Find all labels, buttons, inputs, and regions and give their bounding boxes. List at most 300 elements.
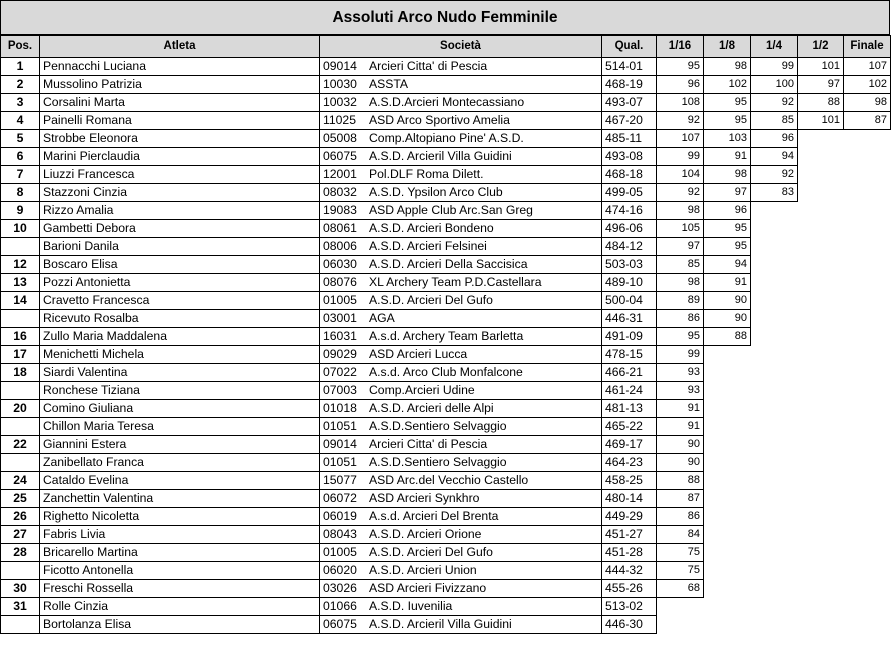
empty-cell <box>798 184 844 202</box>
empty-cell <box>798 220 844 238</box>
position-cell: 10 <box>1 220 40 238</box>
table-row <box>1 76 891 94</box>
qual-cell: 451-27 <box>602 526 657 544</box>
empty-cell <box>704 490 751 508</box>
club-cell <box>320 382 602 400</box>
r4-score: 92 <box>751 94 798 112</box>
club-cell <box>320 364 602 382</box>
club-code: 03026 <box>323 581 357 595</box>
r16-score: 86 <box>657 508 704 526</box>
club-cell <box>320 400 602 418</box>
club-code: 01051 <box>323 455 357 469</box>
empty-cell <box>844 526 891 544</box>
empty-cell <box>844 346 891 364</box>
club-name: A.S.D. Arcieri delle Alpi <box>369 401 494 415</box>
club-cell <box>320 580 602 598</box>
club-cell <box>320 310 602 328</box>
qual-cell: 514-01 <box>602 58 657 76</box>
athlete-cell: Pozzi Antonietta <box>40 274 320 292</box>
club-cell <box>320 472 602 490</box>
club-code: 10032 <box>323 95 357 109</box>
table-row <box>1 472 891 490</box>
club-code: 01005 <box>323 545 357 559</box>
empty-cell <box>751 382 798 400</box>
empty-cell <box>704 580 751 598</box>
club-code: 08076 <box>323 275 357 289</box>
r16-score: 75 <box>657 544 704 562</box>
athlete-cell: Giannini Estera <box>40 436 320 454</box>
club-cell <box>320 148 602 166</box>
athlete-cell: Marini Pierclaudia <box>40 148 320 166</box>
qual-cell: 446-31 <box>602 310 657 328</box>
position-cell: 1 <box>1 58 40 76</box>
empty-cell <box>844 562 891 580</box>
club-cell <box>320 184 602 202</box>
club-code: 01018 <box>323 401 357 415</box>
r8-score: 94 <box>704 256 751 274</box>
athlete-cell: Boscaro Elisa <box>40 256 320 274</box>
table-row <box>1 148 891 166</box>
club-name: ASD Arcieri Fivizzano <box>369 581 487 595</box>
athlete-cell: Pennacchi Luciana <box>40 58 320 76</box>
empty-cell <box>798 508 844 526</box>
club-code: 01066 <box>323 599 357 613</box>
r8-score: 98 <box>704 166 751 184</box>
empty-cell <box>844 202 891 220</box>
club-name: A.S.D.Sentiero Selvaggio <box>369 455 507 469</box>
empty-cell <box>844 400 891 418</box>
position-cell: 22 <box>1 436 40 454</box>
club-name: ASD Arc.del Vecchio Castello <box>369 473 529 487</box>
position-cell: 25 <box>1 490 40 508</box>
club-name: A.s.d. Arcieri Del Brenta <box>369 509 499 523</box>
r16-score: 107 <box>657 130 704 148</box>
club-code: 08006 <box>323 239 357 253</box>
club-name: A.S.D. Iuvenilia <box>369 599 453 613</box>
athlete-cell: Siardi Valentina <box>40 364 320 382</box>
position-cell: 6 <box>1 148 40 166</box>
position-cell: 28 <box>1 544 40 562</box>
club-code: 01005 <box>323 293 357 307</box>
athlete-cell: Bricarello Martina <box>40 544 320 562</box>
empty-cell <box>844 274 891 292</box>
qual-cell: 489-10 <box>602 274 657 292</box>
qual-cell: 464-23 <box>602 454 657 472</box>
qual-cell: 446-30 <box>602 616 657 634</box>
empty-cell <box>704 454 751 472</box>
table-row <box>1 526 891 544</box>
final-score: 107 <box>844 58 891 76</box>
position-cell: 5 <box>1 130 40 148</box>
qual-cell: 480-14 <box>602 490 657 508</box>
club-name: ASD Arcieri Synkhro <box>369 491 480 505</box>
col-header-pos: Pos. <box>1 36 40 58</box>
position-cell: 4 <box>1 112 40 130</box>
athlete-cell: Stazzoni Cinzia <box>40 184 320 202</box>
position-cell: 27 <box>1 526 40 544</box>
col-header-r16: 1/16 <box>657 36 704 58</box>
empty-cell <box>844 580 891 598</box>
position-cell: 2 <box>1 76 40 94</box>
qual-cell: 465-22 <box>602 418 657 436</box>
club-code: 06075 <box>323 149 357 163</box>
athlete-cell: Comino Giuliana <box>40 400 320 418</box>
empty-cell <box>798 328 844 346</box>
r16-score: 88 <box>657 472 704 490</box>
position-cell: 9 <box>1 202 40 220</box>
r4-score: 99 <box>751 58 798 76</box>
qual-cell: 458-25 <box>602 472 657 490</box>
r16-score: 91 <box>657 400 704 418</box>
r16-score: 93 <box>657 382 704 400</box>
club-cell <box>320 508 602 526</box>
r16-score: 99 <box>657 148 704 166</box>
athlete-cell: Cataldo Evelina <box>40 472 320 490</box>
athlete-cell: Zullo Maria Maddalena <box>40 328 320 346</box>
empty-cell <box>844 472 891 490</box>
empty-cell <box>798 544 844 562</box>
empty-cell <box>798 616 844 634</box>
athlete-cell: Menichetti Michela <box>40 346 320 364</box>
empty-cell <box>751 256 798 274</box>
club-cell <box>320 436 602 454</box>
athlete-cell: Ficotto Antonella <box>40 562 320 580</box>
club-name: Comp.Arcieri Udine <box>369 383 475 397</box>
club-code: 12001 <box>323 167 357 181</box>
r4-score: 100 <box>751 76 798 94</box>
results-body <box>1 58 891 634</box>
position-cell: 16 <box>1 328 40 346</box>
empty-cell <box>751 508 798 526</box>
club-cell <box>320 544 602 562</box>
athlete-cell: Rizzo Amalia <box>40 202 320 220</box>
athlete-cell: Strobbe Eleonora <box>40 130 320 148</box>
qual-cell: 481-13 <box>602 400 657 418</box>
table-row <box>1 616 891 634</box>
empty-cell <box>704 508 751 526</box>
empty-cell <box>844 220 891 238</box>
empty-cell <box>844 436 891 454</box>
position-cell: 7 <box>1 166 40 184</box>
r16-score: 85 <box>657 256 704 274</box>
position-cell <box>1 418 40 436</box>
empty-cell <box>798 418 844 436</box>
club-name: ASD Apple Club Arc.San Greg <box>369 203 533 217</box>
empty-cell <box>844 598 891 616</box>
r16-score: 90 <box>657 436 704 454</box>
empty-cell <box>751 454 798 472</box>
position-cell: 26 <box>1 508 40 526</box>
empty-cell <box>704 364 751 382</box>
r8-score: 91 <box>704 148 751 166</box>
club-code: 06019 <box>323 509 357 523</box>
club-name: A.S.D. Ypsilon Arco Club <box>369 185 503 199</box>
table-row <box>1 256 891 274</box>
qual-cell: 478-15 <box>602 346 657 364</box>
empty-cell <box>751 292 798 310</box>
club-cell <box>320 274 602 292</box>
r8-score: 103 <box>704 130 751 148</box>
club-cell <box>320 220 602 238</box>
r16-score: 105 <box>657 220 704 238</box>
r8-score: 95 <box>704 238 751 256</box>
empty-cell <box>798 490 844 508</box>
r2-score: 101 <box>798 112 844 130</box>
table-row <box>1 238 891 256</box>
r8-score: 102 <box>704 76 751 94</box>
empty-cell <box>844 328 891 346</box>
club-code: 06020 <box>323 563 357 577</box>
r16-score: 104 <box>657 166 704 184</box>
qual-cell: 449-29 <box>602 508 657 526</box>
position-cell: 30 <box>1 580 40 598</box>
r16-score: 84 <box>657 526 704 544</box>
qual-cell: 513-02 <box>602 598 657 616</box>
empty-cell <box>751 328 798 346</box>
athlete-cell: Rolle Cinzia <box>40 598 320 616</box>
empty-cell <box>751 436 798 454</box>
empty-cell <box>798 292 844 310</box>
final-score: 87 <box>844 112 891 130</box>
empty-cell <box>751 364 798 382</box>
empty-cell <box>704 526 751 544</box>
empty-cell <box>798 274 844 292</box>
club-name: A.S.D. Arcieri Bondeno <box>369 221 494 235</box>
qual-cell: 493-07 <box>602 94 657 112</box>
position-cell: 12 <box>1 256 40 274</box>
position-cell <box>1 562 40 580</box>
table-row <box>1 130 891 148</box>
col-header-qual: Qual. <box>602 36 657 58</box>
club-cell <box>320 166 602 184</box>
position-cell: 8 <box>1 184 40 202</box>
club-name: A.S.D.Sentiero Selvaggio <box>369 419 507 433</box>
empty-cell <box>657 616 704 634</box>
athlete-cell: Freschi Rossella <box>40 580 320 598</box>
results-table <box>0 35 891 634</box>
athlete-cell: Zanibellato Franca <box>40 454 320 472</box>
r4-score: 85 <box>751 112 798 130</box>
empty-cell <box>844 382 891 400</box>
club-name: Arcieri Citta' di Pescia <box>369 437 488 451</box>
r16-score: 92 <box>657 112 704 130</box>
empty-cell <box>751 220 798 238</box>
athlete-cell: Painelli Romana <box>40 112 320 130</box>
empty-cell <box>798 256 844 274</box>
empty-cell <box>798 598 844 616</box>
table-row <box>1 346 891 364</box>
r16-score: 90 <box>657 454 704 472</box>
r8-score: 97 <box>704 184 751 202</box>
empty-cell <box>798 166 844 184</box>
club-cell <box>320 598 602 616</box>
athlete-cell: Corsalini Marta <box>40 94 320 112</box>
position-cell: 31 <box>1 598 40 616</box>
empty-cell <box>704 472 751 490</box>
club-cell <box>320 58 602 76</box>
athlete-cell: Liuzzi Francesca <box>40 166 320 184</box>
empty-cell <box>844 544 891 562</box>
col-header-r2: 1/2 <box>798 36 844 58</box>
table-row <box>1 436 891 454</box>
club-name: A.S.D.Arcieri Montecassiano <box>369 95 525 109</box>
athlete-cell: Barioni Danila <box>40 238 320 256</box>
table-row <box>1 220 891 238</box>
empty-cell <box>751 274 798 292</box>
qual-cell: 469-17 <box>602 436 657 454</box>
empty-cell <box>751 400 798 418</box>
r16-score: 68 <box>657 580 704 598</box>
r8-score: 96 <box>704 202 751 220</box>
r4-score: 92 <box>751 166 798 184</box>
athlete-cell: Bortolanza Elisa <box>40 616 320 634</box>
qual-cell: 474-16 <box>602 202 657 220</box>
empty-cell <box>751 202 798 220</box>
athlete-cell: Cravetto Francesca <box>40 292 320 310</box>
r8-score: 88 <box>704 328 751 346</box>
club-code: 11025 <box>323 113 356 127</box>
empty-cell <box>751 238 798 256</box>
empty-cell <box>844 616 891 634</box>
empty-cell <box>798 436 844 454</box>
qual-cell: 499-05 <box>602 184 657 202</box>
club-name: ASSTA <box>369 77 409 91</box>
empty-cell <box>844 310 891 328</box>
r8-score: 95 <box>704 94 751 112</box>
club-name: A.S.D. Arcieril Villa Guidini <box>369 617 512 631</box>
header-row <box>1 36 891 58</box>
r8-score: 95 <box>704 112 751 130</box>
position-cell: 24 <box>1 472 40 490</box>
r4-score: 83 <box>751 184 798 202</box>
empty-cell <box>844 184 891 202</box>
table-row <box>1 184 891 202</box>
club-cell <box>320 418 602 436</box>
r16-score: 97 <box>657 238 704 256</box>
qual-cell: 485-11 <box>602 130 657 148</box>
table-row <box>1 580 891 598</box>
final-score: 102 <box>844 76 891 94</box>
empty-cell <box>844 364 891 382</box>
club-code: 06075 <box>323 617 357 631</box>
club-name: Arcieri Citta' di Pescia <box>369 59 488 73</box>
empty-cell <box>751 472 798 490</box>
empty-cell <box>704 400 751 418</box>
club-name: AGA <box>369 311 395 325</box>
empty-cell <box>704 346 751 364</box>
club-code: 07022 <box>323 365 357 379</box>
table-row <box>1 454 891 472</box>
empty-cell <box>704 616 751 634</box>
athlete-cell: Gambetti Debora <box>40 220 320 238</box>
position-cell <box>1 616 40 634</box>
table-row <box>1 418 891 436</box>
position-cell: 14 <box>1 292 40 310</box>
table-row <box>1 202 891 220</box>
athlete-cell: Ronchese Tiziana <box>40 382 320 400</box>
club-cell <box>320 256 602 274</box>
club-code: 19083 <box>323 203 357 217</box>
r16-score: 98 <box>657 274 704 292</box>
club-code: 01051 <box>323 419 357 433</box>
table-row <box>1 598 891 616</box>
empty-cell <box>844 454 891 472</box>
r16-score: 98 <box>657 202 704 220</box>
empty-cell <box>704 418 751 436</box>
club-name: A.S.D. Arcieri Del Gufo <box>369 293 493 307</box>
empty-cell <box>751 346 798 364</box>
empty-cell <box>704 436 751 454</box>
r16-score: 75 <box>657 562 704 580</box>
club-cell <box>320 490 602 508</box>
athlete-cell: Mussolino Patrizia <box>40 76 320 94</box>
empty-cell <box>844 292 891 310</box>
qual-cell: 493-08 <box>602 148 657 166</box>
club-code: 09014 <box>323 437 357 451</box>
qual-cell: 468-18 <box>602 166 657 184</box>
athlete-cell: Zanchettin Valentina <box>40 490 320 508</box>
empty-cell <box>751 598 798 616</box>
club-name: A.S.D. Arcieri Orione <box>369 527 482 541</box>
empty-cell <box>798 472 844 490</box>
qual-cell: 467-20 <box>602 112 657 130</box>
club-code: 06030 <box>323 257 357 271</box>
position-cell: 20 <box>1 400 40 418</box>
athlete-cell: Righetto Nicoletta <box>40 508 320 526</box>
r8-score: 90 <box>704 292 751 310</box>
r4-score: 96 <box>751 130 798 148</box>
club-code: 07003 <box>323 383 357 397</box>
empty-cell <box>751 418 798 436</box>
club-name: XL Archery Team P.D.Castellara <box>369 275 542 289</box>
empty-cell <box>844 148 891 166</box>
club-cell <box>320 292 602 310</box>
athlete-cell: Fabris Livia <box>40 526 320 544</box>
club-code: 05008 <box>323 131 357 145</box>
club-code: 06072 <box>323 491 357 505</box>
position-cell <box>1 454 40 472</box>
empty-cell <box>657 598 704 616</box>
club-name: ASD Arcieri Lucca <box>369 347 468 361</box>
empty-cell <box>844 256 891 274</box>
r8-score: 95 <box>704 220 751 238</box>
table-row <box>1 490 891 508</box>
club-cell <box>320 454 602 472</box>
club-cell <box>320 562 602 580</box>
position-cell: 18 <box>1 364 40 382</box>
empty-cell <box>798 562 844 580</box>
empty-cell <box>844 418 891 436</box>
empty-cell <box>798 364 844 382</box>
empty-cell <box>798 130 844 148</box>
empty-cell <box>751 580 798 598</box>
empty-cell <box>751 490 798 508</box>
empty-cell <box>704 598 751 616</box>
empty-cell <box>751 544 798 562</box>
r16-score: 96 <box>657 76 704 94</box>
empty-cell <box>751 526 798 544</box>
r16-score: 95 <box>657 58 704 76</box>
qual-cell: 444-32 <box>602 562 657 580</box>
club-code: 16031 <box>323 329 357 343</box>
table-row <box>1 544 891 562</box>
qual-cell: 491-09 <box>602 328 657 346</box>
qual-cell: 455-26 <box>602 580 657 598</box>
table-row <box>1 310 891 328</box>
table-row <box>1 328 891 346</box>
qual-cell: 496-06 <box>602 220 657 238</box>
r16-score: 92 <box>657 184 704 202</box>
